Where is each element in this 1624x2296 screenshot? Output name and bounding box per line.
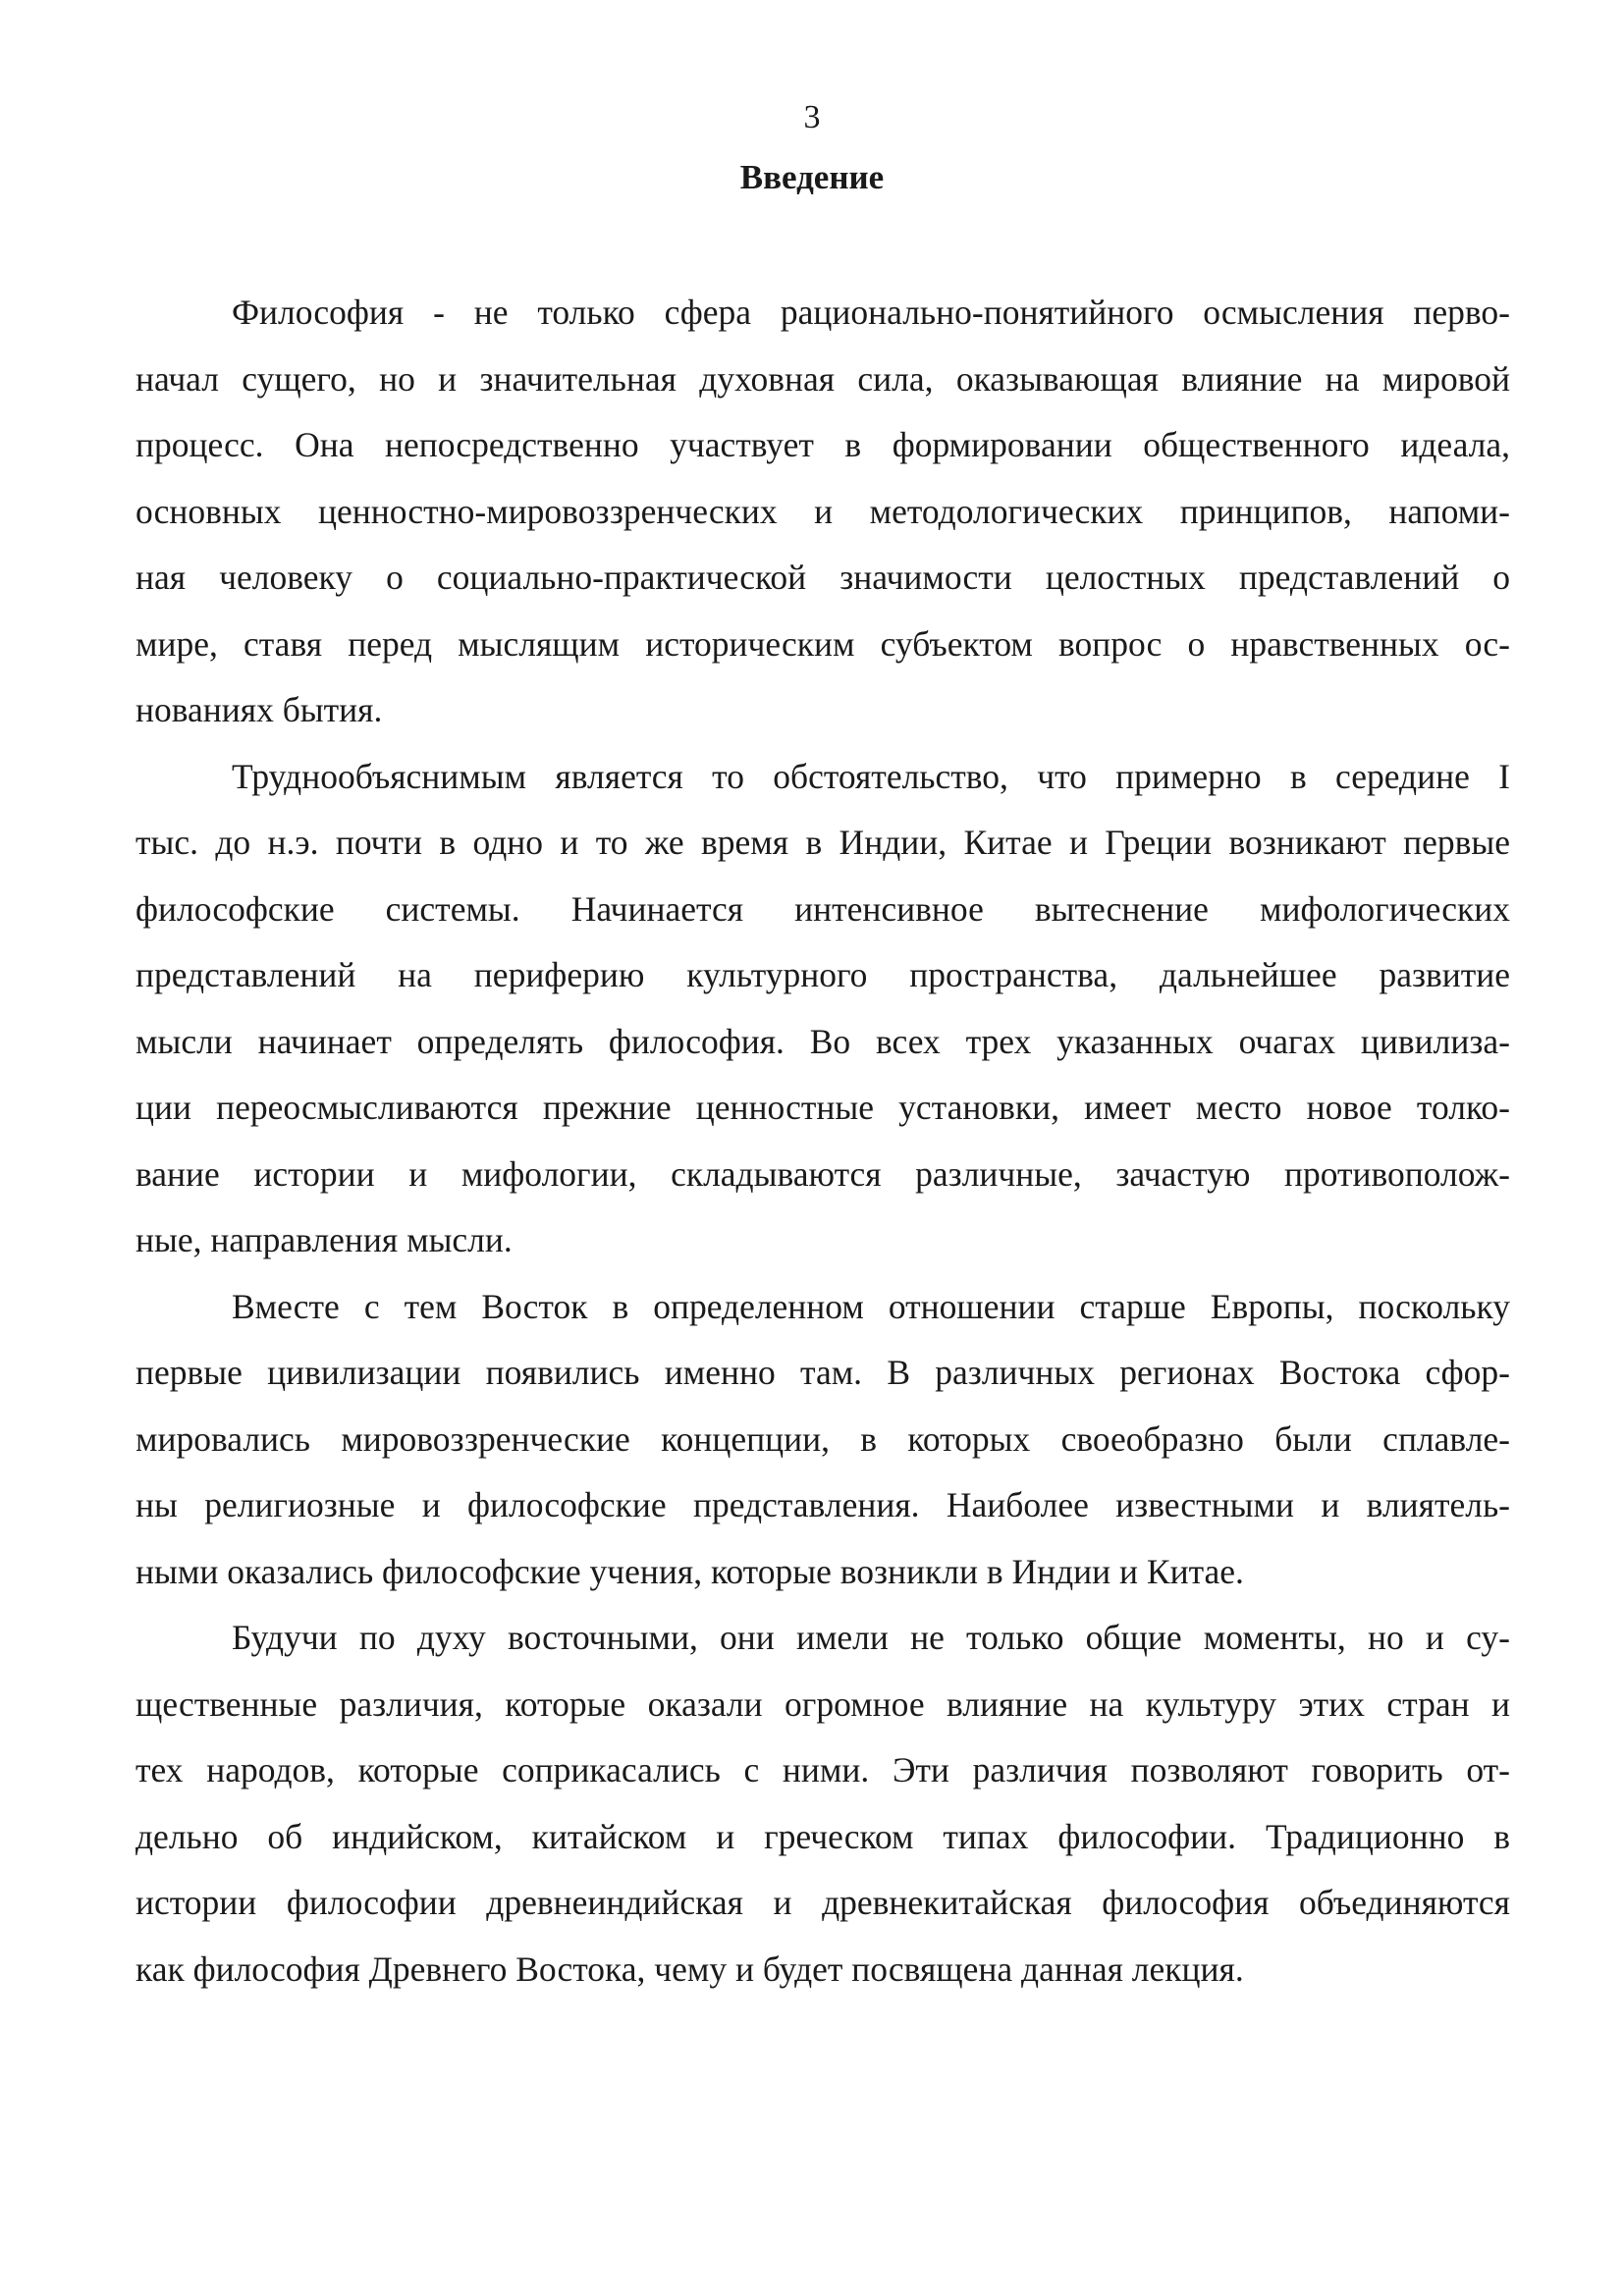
document-body xyxy=(135,280,1510,2002)
text-line: процесс. Она непосредственно участвует в формировании общественного идеала, xyxy=(135,425,1510,464)
page-title: Введение xyxy=(739,158,885,196)
page-number: 3 xyxy=(803,99,821,135)
text-line: философские системы. Начинается интенсивное вытеснение мифологических xyxy=(135,888,1510,929)
text-line: Труднообъяснимым является то обстоятельство, что примерно в середине I xyxy=(232,756,1510,796)
text-line: тех народов, которые соприкасались с ними. Эти различия позволяют говорить от- xyxy=(135,1750,1510,1789)
text-line: дельно об индийском, китайском и греческом типах философии. Традиционно в xyxy=(135,1816,1510,1856)
text-line: представлений на периферию культурного пространства, дальнейшее развитие xyxy=(135,955,1510,994)
text-line: тыс. до н.э. почти в одно и то же время в Индии, Китае и Греции возникают первые xyxy=(135,823,1510,862)
paragraph xyxy=(135,1274,1510,1606)
text-line: мысли начинает определять философия. Во всех трех указанных очагах цивилиза- xyxy=(135,1021,1510,1061)
text-line: Будучи по духу восточными, они имели не только общие моменты, но и су- xyxy=(232,1618,1510,1657)
text-line: мировались мировоззренческие концепции, в которых своеобразно были сплавле- xyxy=(135,1418,1510,1459)
text-line: ными оказались философские учения, которые возникли в Индии и Китае. xyxy=(135,1551,1244,1591)
text-line: истории философии древнеиндийская и древнекитайская философия объединяются xyxy=(135,1883,1510,1922)
text-line: ны религиозные и философские представления. Наиболее известными и влиятель- xyxy=(135,1485,1510,1524)
text-line: первые цивилизации появились именно там. В различных регионах Востока сфор- xyxy=(135,1353,1510,1392)
text-line: нованиях бытия. xyxy=(135,690,383,729)
text-line: ная человеку о социально-практической значимости целостных представлений о xyxy=(135,558,1510,597)
text-line: Философия - не только сфера рационально-понятийного осмысления перво- xyxy=(232,293,1510,332)
paragraph xyxy=(135,1605,1510,2002)
text-line: начал сущего, но и значительная духовная сила, оказывающая влияние на мировой xyxy=(135,358,1510,399)
text-line: основных ценностно-мировоззренческих и методологических принципов, напоми- xyxy=(135,491,1510,531)
text-line: Вместе с тем Восток в определенном отношении старше Европы, поскольку xyxy=(232,1286,1510,1326)
text-line: вание истории и мифологии, складываются различные, зачастую противополож- xyxy=(135,1153,1510,1194)
text-line: мире, ставя перед мыслящим историческим субъектом вопрос о нравственных ос- xyxy=(135,623,1510,664)
paragraph xyxy=(135,744,1510,1274)
text-line: щественные различия, которые оказали огромное влияние на культуру этих стран и xyxy=(135,1683,1510,1724)
paragraph xyxy=(135,280,1510,744)
text-line: ции переосмысливаются прежние ценностные установки, имеет место новое толко- xyxy=(135,1088,1510,1127)
text-line: ные, направления мысли. xyxy=(135,1220,513,1259)
text-line: как философия Древнего Востока, чему и будет посвящена данная лекция. xyxy=(135,1949,1244,1989)
